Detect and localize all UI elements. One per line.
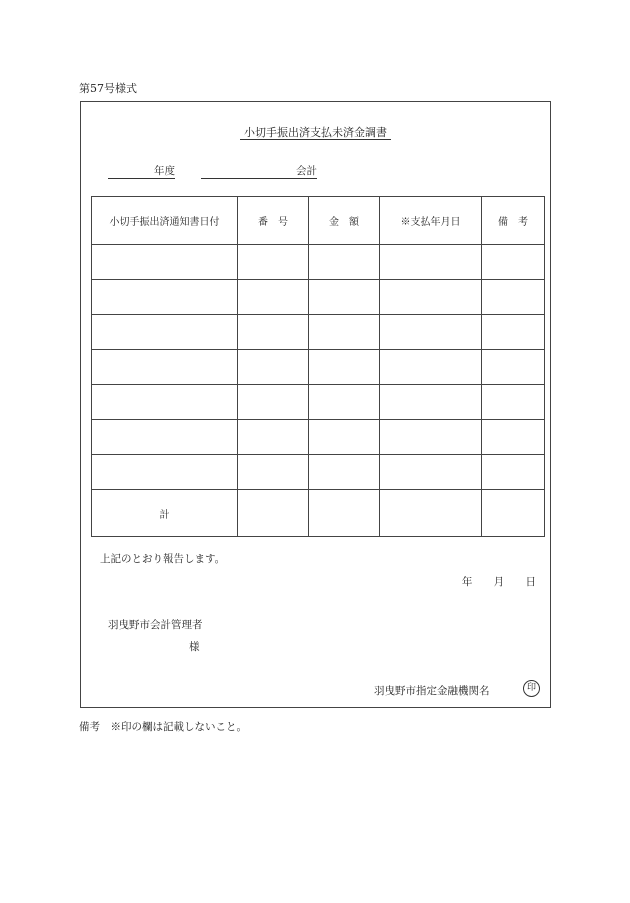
table-cell: [482, 315, 545, 350]
table-cell: [92, 385, 238, 420]
table-cell: [309, 245, 380, 280]
table-cell: [92, 315, 238, 350]
total-label: 計: [92, 490, 238, 537]
table-cell: [92, 455, 238, 490]
table-cell: [238, 315, 309, 350]
table-cell: [238, 280, 309, 315]
table-cell: [92, 420, 238, 455]
table-row: [92, 280, 545, 315]
table-row: [92, 245, 545, 280]
table-cell: [309, 385, 380, 420]
recipient: 羽曳野市会計管理者: [108, 619, 203, 631]
account-label: 会計: [296, 165, 317, 177]
table-row: [92, 350, 545, 385]
account-field: [201, 164, 317, 179]
date-line: 年 月 日: [461, 576, 536, 588]
table-cell: [482, 280, 545, 315]
table-cell: [238, 350, 309, 385]
table-cell: [238, 385, 309, 420]
table-row: [92, 455, 545, 490]
table-cell: [309, 420, 380, 455]
bank-name: 羽曳野市指定金融機関名: [374, 685, 490, 697]
fiscal-year-label: 年度: [154, 165, 175, 177]
header-remarks: 備 考: [482, 197, 545, 245]
table-row: [92, 420, 545, 455]
header-number: 番 号: [238, 197, 309, 245]
table-row: [92, 315, 545, 350]
header-amount: 金 額: [309, 197, 380, 245]
table-row: [92, 385, 545, 420]
table-cell: [482, 350, 545, 385]
table-cell: [380, 385, 482, 420]
total-row: [92, 490, 545, 537]
table-header-row: [92, 197, 545, 245]
table-cell: [309, 490, 380, 537]
records-table: [91, 196, 545, 537]
table-cell: [482, 420, 545, 455]
table-cell: [380, 490, 482, 537]
fiscal-year-field: [108, 164, 175, 179]
title-text: 小切手振出済支払未済金調書: [240, 126, 391, 140]
table-cell: [309, 315, 380, 350]
table-cell: [238, 420, 309, 455]
honorific: 様: [189, 641, 200, 653]
form-title: [81, 124, 550, 140]
table-cell: [92, 280, 238, 315]
table-cell: [380, 455, 482, 490]
table-cell: [309, 350, 380, 385]
form-number: 第57号様式: [79, 82, 137, 95]
table-cell: [238, 245, 309, 280]
table-cell: [92, 245, 238, 280]
header-notice-date: 小切手振出済通知書日付: [92, 197, 238, 245]
table-cell: [482, 245, 545, 280]
table-cell: [92, 350, 238, 385]
table-cell: [380, 315, 482, 350]
table-cell: [380, 420, 482, 455]
form-frame: [80, 101, 551, 708]
table-cell: [380, 245, 482, 280]
report-text: 上記のとおり報告します。: [100, 553, 226, 565]
footnote: 備考 ※印の欄は記載しないこと。: [79, 721, 247, 733]
seal-mark: 印: [523, 680, 540, 697]
table-cell: [482, 385, 545, 420]
table-cell: [309, 455, 380, 490]
table-cell: [238, 490, 309, 537]
table-cell: [380, 350, 482, 385]
table-cell: [380, 280, 482, 315]
header-payment-date: ※支払年月日: [380, 197, 482, 245]
table-cell: [482, 490, 545, 537]
table-cell: [482, 455, 545, 490]
table-cell: [238, 455, 309, 490]
table-cell: [309, 280, 380, 315]
